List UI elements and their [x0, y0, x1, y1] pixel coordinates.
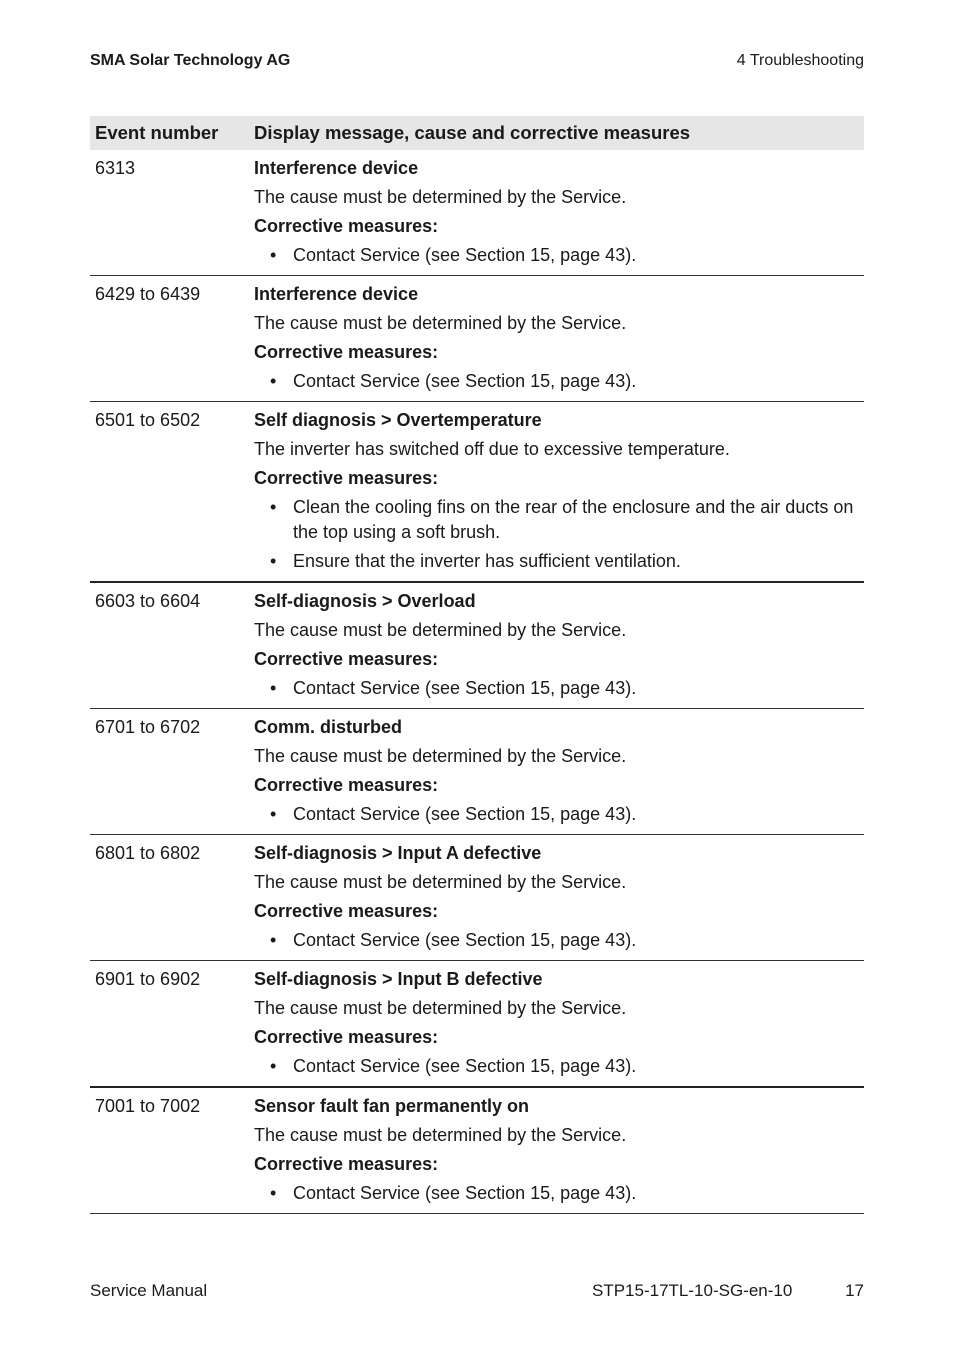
table-row: [90, 709, 864, 835]
measure-item: [254, 926, 864, 955]
corrective-measures-label: Corrective measures:: [254, 1027, 439, 1047]
event-details: [250, 1087, 864, 1214]
event-details: [250, 150, 864, 276]
display-message: Self diagnosis > Overtemperature: [254, 410, 542, 430]
measure-text: Ensure that the inverter has sufficient ventilation.: [293, 551, 681, 571]
measures-list: [254, 1179, 864, 1208]
event-details: [250, 961, 864, 1088]
measures-list: [254, 1052, 864, 1081]
bullet-icon: •: [270, 1183, 277, 1203]
event-number: 6603 to 6604: [95, 591, 201, 611]
measures-list: [254, 241, 864, 270]
corrective-measures-label: Corrective measures:: [254, 901, 439, 921]
measures-list: [254, 367, 864, 396]
cause-text: The cause must be determined by the Service.: [254, 746, 627, 766]
table-row: [90, 276, 864, 402]
cause-text: The cause must be determined by the Service.: [254, 1125, 627, 1145]
event-details: [250, 835, 864, 961]
corrective-measures-label: Corrective measures:: [254, 649, 439, 669]
measures-list: [254, 800, 864, 829]
measure-text: Contact Service (see Section 15, page 43).: [293, 678, 637, 698]
measure-item: [254, 493, 864, 547]
bullet-icon: •: [270, 678, 277, 698]
event-details: [250, 582, 864, 709]
measure-text: Clean the cooling fins on the rear of the enclosure and the air ducts on the top using a soft brush.: [293, 497, 854, 542]
measure-item: [254, 367, 864, 396]
table-row: [90, 961, 864, 1088]
display-message: Interference device: [254, 284, 419, 304]
table-row: [90, 582, 864, 709]
cause-text: The cause must be determined by the Service.: [254, 187, 627, 207]
measure-item: [254, 674, 864, 703]
display-message: Self-diagnosis > Input B defective: [254, 969, 543, 989]
table-row: [90, 150, 864, 276]
bullet-icon: •: [270, 245, 277, 265]
display-message: Comm. disturbed: [254, 717, 403, 737]
measure-text: Contact Service (see Section 15, page 43).: [293, 1056, 637, 1076]
measure-item: [254, 547, 864, 576]
bullet-icon: •: [270, 371, 277, 391]
corrective-measures-label: Corrective measures:: [254, 216, 439, 236]
event-details: [250, 402, 864, 583]
event-details: [250, 709, 864, 835]
display-message: Sensor fault fan permanently on: [254, 1096, 530, 1116]
footer-doc-code: STP15-17TL-10-SG-en-10: [592, 1281, 793, 1300]
event-number: 6429 to 6439: [95, 284, 201, 304]
bullet-icon: •: [270, 551, 277, 571]
header-chapter: 4 Troubleshooting: [736, 52, 864, 69]
col-header-event-number: Event number: [90, 116, 250, 150]
bullet-icon: •: [270, 1056, 277, 1076]
header-company: SMA Solar Technology AG: [90, 52, 291, 69]
measure-item: [254, 1052, 864, 1081]
table-header-row: [90, 116, 864, 150]
table-row: [90, 402, 864, 583]
footer-doc-type: Service Manual: [90, 1281, 208, 1300]
measures-list: [254, 493, 864, 576]
bullet-icon: •: [270, 804, 277, 824]
corrective-measures-label: Corrective measures:: [254, 468, 439, 488]
event-number: 6801 to 6802: [95, 843, 201, 863]
measures-list: [254, 926, 864, 955]
cause-text: The cause must be determined by the Service.: [254, 998, 627, 1018]
measure-text: Contact Service (see Section 15, page 43).: [293, 804, 637, 824]
event-table: [90, 116, 864, 1214]
bullet-icon: •: [270, 930, 277, 950]
measure-text: Contact Service (see Section 15, page 43).: [293, 930, 637, 950]
display-message: Interference device: [254, 158, 419, 178]
corrective-measures-label: Corrective measures:: [254, 1154, 439, 1174]
measure-item: [254, 800, 864, 829]
cause-text: The cause must be determined by the Service.: [254, 872, 627, 892]
event-number: 6501 to 6502: [95, 410, 201, 430]
col-header-display-message: Display message, cause and corrective measures: [250, 116, 864, 150]
measure-item: [254, 1179, 864, 1208]
measure-item: [254, 241, 864, 270]
event-number: 7001 to 7002: [95, 1096, 201, 1116]
table-row: [90, 1087, 864, 1214]
corrective-measures-label: Corrective measures:: [254, 775, 439, 795]
measure-text: Contact Service (see Section 15, page 43).: [293, 371, 637, 391]
cause-text: The cause must be determined by the Service.: [254, 620, 627, 640]
table-row: [90, 835, 864, 961]
corrective-measures-label: Corrective measures:: [254, 342, 439, 362]
page-number: 17: [845, 1281, 864, 1300]
measure-text: Contact Service (see Section 15, page 43).: [293, 245, 637, 265]
event-number: 6701 to 6702: [95, 717, 201, 737]
bullet-icon: •: [270, 497, 277, 517]
event-number: 6901 to 6902: [95, 969, 201, 989]
display-message: Self-diagnosis > Overload: [254, 591, 476, 611]
event-number: 6313: [95, 158, 136, 178]
measure-text: Contact Service (see Section 15, page 43).: [293, 1183, 637, 1203]
event-details: [250, 276, 864, 402]
cause-text: The cause must be determined by the Service.: [254, 313, 627, 333]
display-message: Self-diagnosis > Input A defective: [254, 843, 542, 863]
measures-list: [254, 674, 864, 703]
cause-text: The inverter has switched off due to excessive temperature.: [254, 439, 730, 459]
